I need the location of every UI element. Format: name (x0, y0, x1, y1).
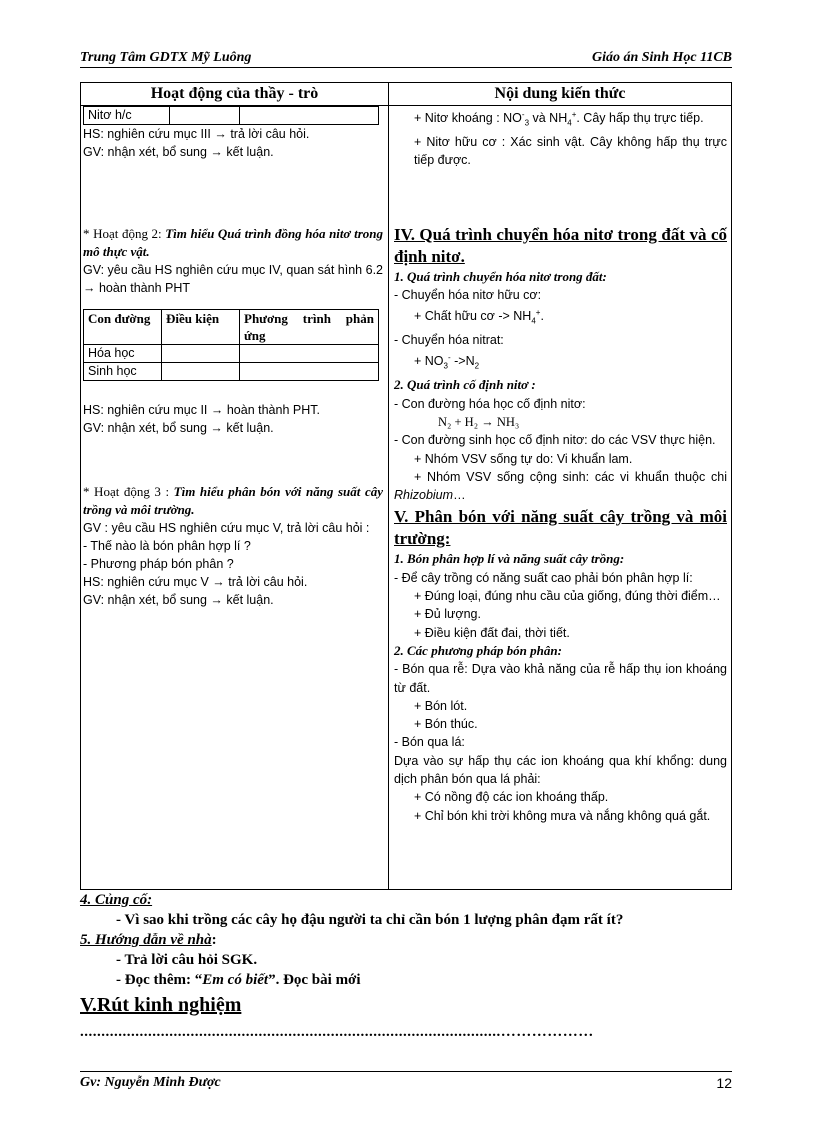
column-separator (388, 83, 389, 889)
soil-weather: + Điều kiện đất đai, thời tiết. (414, 625, 570, 640)
low-concentration: + Có nồng độ các ion khoáng thấp. (414, 790, 609, 805)
chemical-fixation: - Con đường hóa học cố định nitơ: (394, 396, 586, 411)
gv-step-5: GV: nhận xét, bổ sung → kết luận. (83, 593, 274, 607)
gv-step-1: GV: nhận xét, bổ sung → kết luận. (83, 145, 274, 159)
section-v-title: V. Phân bón với năng suất cây trồng và môi trường: (394, 507, 727, 549)
pht-header-condition: Điều kiện (162, 310, 240, 345)
hs-step-2: HS: nghiên cứu mục II → hoàn thành PHT. (83, 403, 320, 417)
pht-header-route: Con đường (84, 310, 162, 345)
experience-heading: V.Rút kinh nghiệm (80, 994, 242, 1016)
header-rule (80, 67, 732, 68)
hs-step-1: HS: nghiên cứu mục III → trả lời câu hỏi. (83, 127, 310, 141)
lesson-table (80, 82, 732, 890)
activity-3-label: * Hoạt động 3 : (83, 484, 174, 499)
pht-row-chemical: Hóa học (84, 345, 162, 363)
question-1: - Thế nào là bón phân hợp lí ? (83, 539, 251, 553)
page-footer (80, 1075, 732, 1095)
activity-2-title: Tìm hiểu Quá trình đồng hóa nitơ trong mô thực vật. (83, 226, 383, 259)
section-iv-1-title: 1. Quá trình chuyển hóa nitơ trong đất: (394, 268, 607, 284)
pht-header-equation: Phương trình phản ứng (240, 310, 379, 345)
section-iv-2-title: 2. Quá trình cố định nitơ : (394, 377, 536, 393)
gv-step-3: GV: nhận xét, bổ sung → kết luận. (83, 421, 274, 435)
experience-dotted-line: ...................................................................................................……………… (80, 1024, 594, 1040)
activity-2 (83, 225, 383, 261)
homework-heading: 5. Hướng dẫn về nhà (80, 932, 212, 948)
activities-column (83, 106, 383, 609)
base-fertilizing: + Bón lót. (414, 698, 468, 713)
free-living-group: + Nhóm VSV sống tự do: Vi khuẩn lam. (414, 451, 633, 466)
section-iv-title: IV. Quá trình chuyển hóa nitơ trong đất và cố định nitơ. (394, 224, 727, 266)
page-header (80, 50, 732, 68)
enough-amount: + Đủ lượng. (414, 607, 481, 622)
organic-nitrogen-line: + Nitơ hữu cơ : Xác sinh vật. Cây không hấp thụ trực tiếp được. (414, 134, 727, 168)
organic-conversion-formula: + Chất hữu cơ -> $NH_4^+$. (414, 308, 544, 326)
lesson-closing (80, 890, 732, 1042)
fixation-equation: N₂ + H₂ → NH₃ (438, 414, 520, 429)
section-v-1-title: 1. Bón phân hợp lí và năng suất cây trồng: (394, 551, 625, 567)
consolidation-question: - Vì sao khi trồng các cây họ đậu người ta chỉ cần bón 1 lượng phân đạm rất ít? (116, 912, 624, 928)
gv-step-4: GV : yêu cầu HS nghiên cứu mục V, trả lời câu hỏi : (83, 521, 370, 535)
leaf-absorption: Dựa vào sự hấp thụ các ion khoáng qua khí khổng: dung dịch phân bón qua lá phải: (394, 753, 727, 786)
mineral-nitrogen-line: + Nitơ khoáng : $NO^-_3$ và $NH_4^+$. Cây hấp thụ trực tiếp. (414, 110, 704, 128)
activity-3 (83, 483, 383, 519)
cell-nito-hc: Nitơ h/c (84, 107, 170, 125)
section-v-2-title: 2. Các phương pháp bón phân: (394, 642, 562, 658)
reasonable-fertilizing: - Để cây trồng có năng suất cao phải bón phân hợp lí: (394, 570, 693, 585)
top-dressing: + Bón thúc. (414, 717, 478, 732)
right-type: + Đúng loại, đúng nhu cầu của giống, đúng thời điểm… (414, 589, 721, 604)
gv-step-2: GV: yêu cầu HS nghiên cứu mục IV, quan sát hình 6.2 → hoàn thành PHT (83, 263, 383, 295)
homework-item-2: - Đọc thêm: “Em có biết”. Đọc bài mới (116, 972, 361, 988)
header-school: Trung Tâm GDTX Mỹ Luông (80, 50, 252, 65)
hs-step-3: HS: nghiên cứu mục V → trả lời câu hỏi. (83, 575, 308, 589)
question-2: - Phương pháp bón phân ? (83, 557, 234, 571)
activity-2-label: * Hoạt động 2: (83, 226, 166, 241)
header-subject: Giáo án Sinh Học 11CB (591, 50, 732, 65)
homework-heading-line: 5. Hướng dẫn về nhà: (80, 932, 217, 948)
nitrate-conversion-formula: + $NO_3^-$ $->N_2$ (414, 353, 480, 372)
weather-condition: + Chỉ bón khi trời không mưa và nắng không quá gắt. (414, 808, 711, 823)
pht-row-biological: Sinh học (84, 363, 162, 381)
page-number: 12 (716, 1075, 732, 1091)
homework-item-1: - Trả lời câu hỏi SGK. (116, 952, 258, 968)
pht-worksheet-table (83, 309, 379, 381)
activity-3-title: Tìm hiểu phân bón với năng suất cây trồng và môi trường. (83, 484, 383, 517)
symbiotic-group: + Nhóm VSV sống cộng sinh: các vi khuẩn thuộc chi Rhizobium… (394, 469, 727, 503)
consolidation-heading: 4. Củng cố: (80, 892, 153, 908)
footer-rule (80, 1071, 732, 1072)
nitrate-conversion: - Chuyển hóa nitrat: (394, 333, 504, 348)
col-header-activities: Hoạt động của thầy - trò (150, 85, 319, 102)
footer-teacher: Gv: Nguyễn Minh Được (80, 1075, 221, 1090)
leaf-fertilizing: - Bón qua lá: (394, 735, 465, 750)
biological-fixation: - Con đường sinh học cố định nitơ: do các VSV thực hiện. (394, 433, 716, 448)
col-header-content: Nội dung kiến thức (494, 85, 626, 102)
root-fertilizing: - Bón qua rễ: Dựa vào khả năng của rễ hấp thụ ion khoáng từ đất. (394, 662, 727, 695)
nitrogen-type-table-row (83, 106, 379, 125)
organic-conversion: - Chuyển hóa nitơ hữu cơ: (394, 287, 542, 302)
content-column (394, 106, 727, 825)
